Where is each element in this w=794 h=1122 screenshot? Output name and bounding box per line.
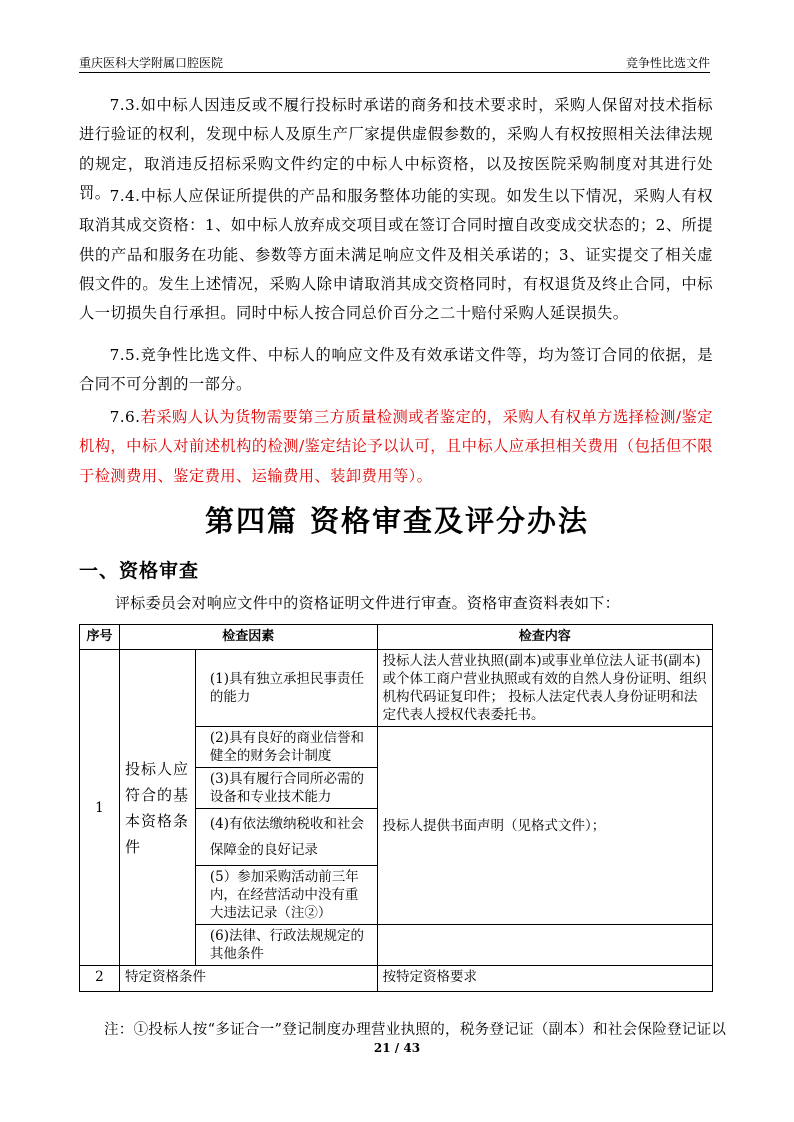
header-serial: 序号 — [80, 625, 120, 650]
factor-item: (1)具有独立承担民事责任的能力 — [195, 650, 377, 727]
paragraph-7-6-number: 7.6. — [109, 408, 141, 426]
qualification-table — [79, 624, 713, 992]
paragraph-7-3: 7.3.如中标人因违反或不履行投标时承诺的商务和技术要求时，采购人保留对技术指标进行验证的权利，发现中标人及原生产厂家提供虚假参数的，采购人有权按照相关法律法规的规定，取消违反招标采购文件约定的中标人中标资格，以及按医院采购制度对其进行处罚。 — [79, 96, 713, 202]
factor-item: (6)法律、行政法规规定的其他条件 — [195, 925, 377, 966]
content-cell: 按特定资格要求 — [377, 966, 712, 992]
table-row — [80, 650, 713, 727]
content-cell — [377, 925, 712, 966]
paragraph-7-5: 7.5.竞争性比选文件、中标人的响应文件及有效承诺文件等，均为签订合同的依据，是合同不可分割的一部分。 — [79, 346, 713, 394]
table-row — [80, 966, 713, 992]
header-factor: 检查因素 — [119, 625, 377, 650]
paragraph-7-6-red-text: 若采购人认为货物需要第三方质量检测或者鉴定的，采购人有权单方选择检测/鉴定机构，中标人对前述机构的检测/鉴定结论予以认可，且中标人应承担相关费用（包括但不限于检测费用、鉴定费用、运输费用、装卸费用等）。 — [79, 408, 713, 485]
factor-item: (3)具有履行合同所必需的设备和专业技术能力 — [195, 768, 377, 809]
footnote: 注：①投标人按“多证合一”登记制度办理营业执照的，税务登记证（副本）和社会保险登记证以 — [104, 1022, 727, 1038]
page-header-right: 竞争性比选文件 — [625, 56, 710, 70]
table-header-row — [80, 625, 713, 650]
factor-item: (4)有依法缴纳税收和社会保障金的良好记录 — [195, 809, 377, 866]
paragraph-7-6 — [79, 403, 713, 491]
intro-text: 评标委员会对响应文件中的资格证明文件进行审查。资格审查资料表如下： — [115, 594, 620, 612]
row-factor: 特定资格条件 — [119, 966, 377, 992]
page-header-left: 重庆医科大学附属口腔医院 — [79, 56, 224, 70]
paragraph-7-4: 7.4.中标人应保证所提供的产品和服务整体功能的实现。如发生以下情况，采购人有权取消其成交资格：1、如中标人放弃成交项目或在签订合同时擅自改变成交状态的；2、所提供的产品和服务在功能、参数等方面未满足响应文件及相关承诺的；3、证实提交了相关虚假文件的。发生上述情况，采购人除申请取消其成交资格同时，有权退货及终止合同，中标人一切损失自行承担。同时中标人按合同总价百分之二十赔付采购人延误损失。 — [79, 187, 713, 323]
content-cell: 投标人法人营业执照(副本)或事业单位法人证书(副本)或个体工商户营业执照或有效的自然人身份证明、组织机构代码证复印件； 投标人法定代表人身份证明和法定代表人授权代表委托书。 — [377, 650, 712, 727]
row-number: 2 — [80, 966, 120, 992]
factor-item: (2)具有良好的商业信誉和健全的财务会计制度 — [195, 727, 377, 768]
content-cell: 投标人提供书面声明（见格式文件）； — [377, 727, 712, 925]
factor-item: (5）参加采购活动前三年内，在经营活动中没有重大违法记录（注②） — [195, 866, 377, 925]
row-category: 投标人应符合的基本资格条件 — [119, 650, 195, 966]
row-number: 1 — [80, 650, 120, 966]
header-content: 检查内容 — [377, 625, 712, 650]
header-divider — [79, 72, 710, 73]
section-title: 一、资格审查 — [79, 560, 200, 582]
chapter-title: 第四篇 资格审查及评分办法 — [204, 504, 590, 538]
page-number: 21 / 43 — [373, 1041, 421, 1055]
